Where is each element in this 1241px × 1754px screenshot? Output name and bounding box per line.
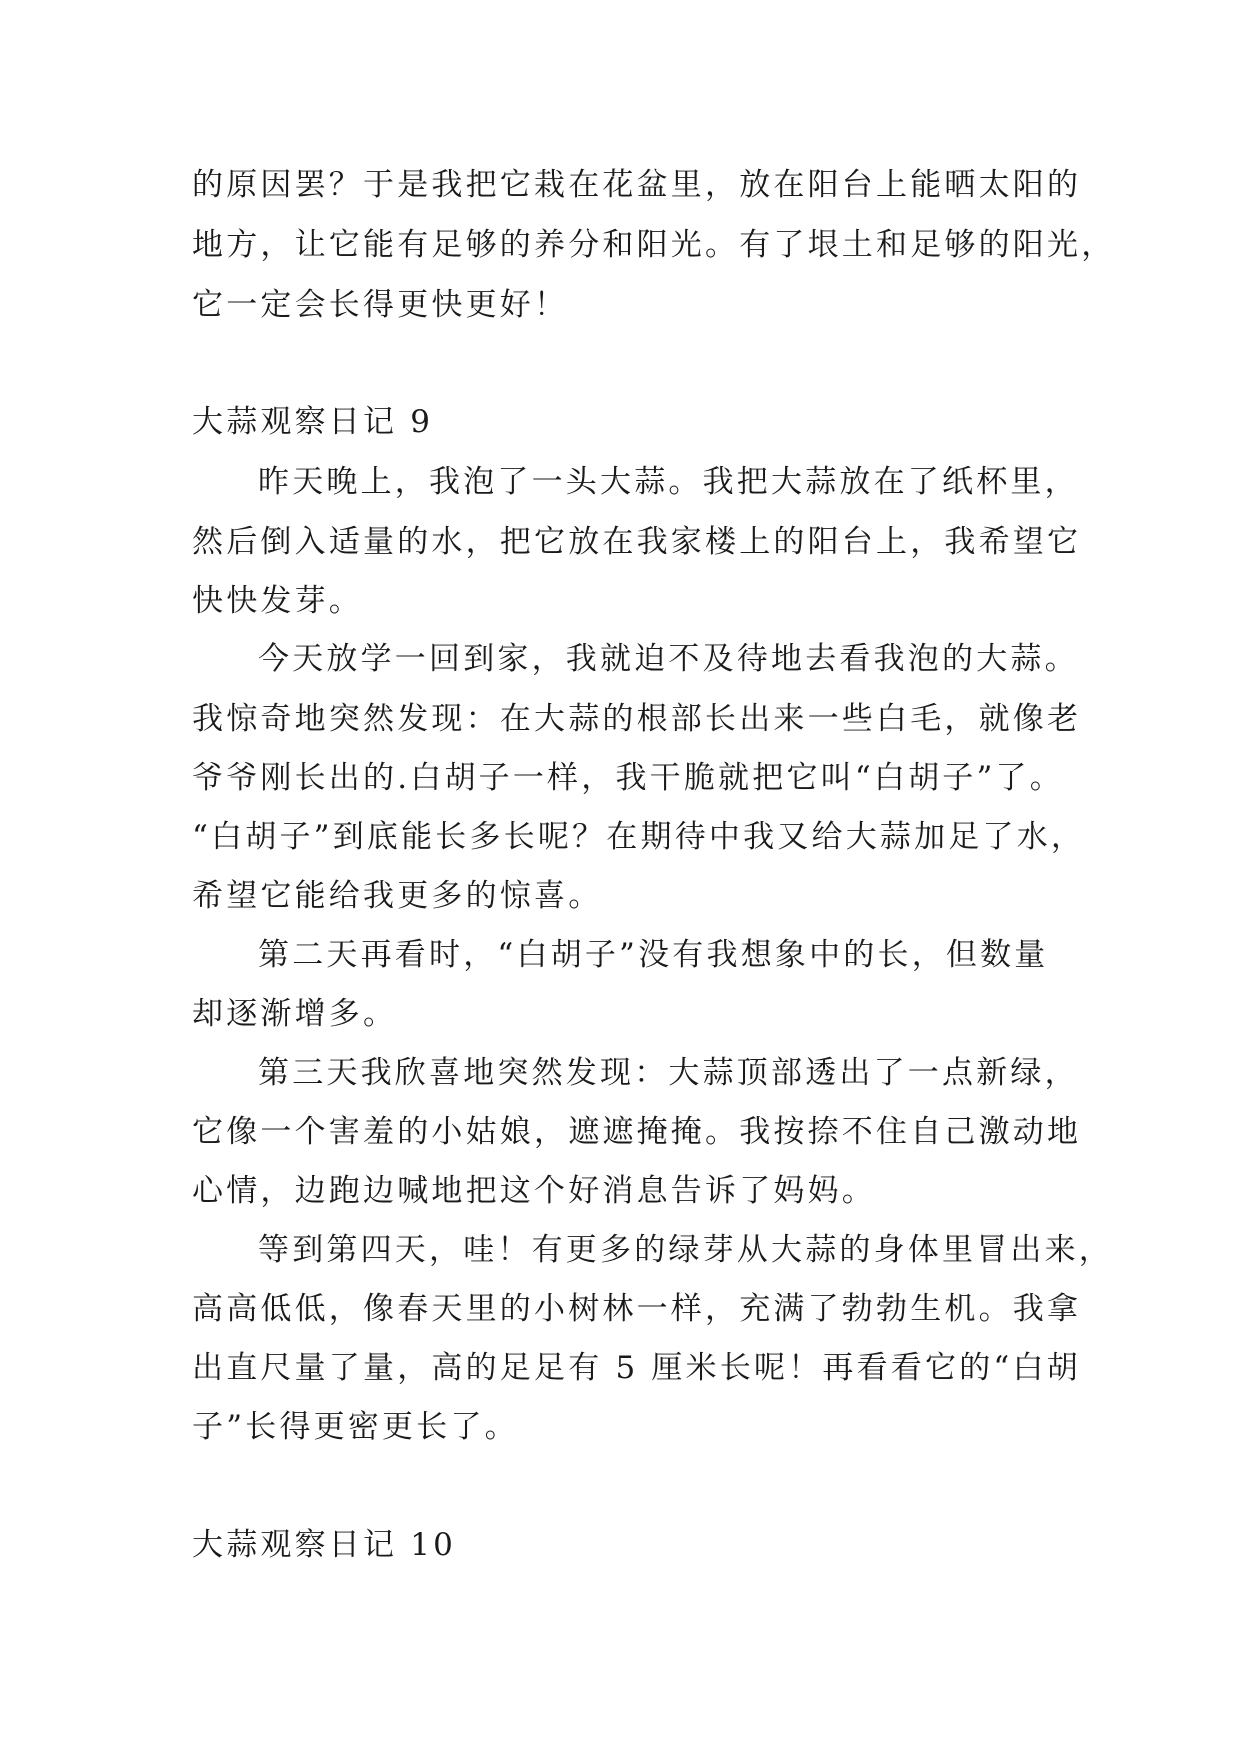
paragraph-line: 快快发芽。	[192, 583, 363, 619]
paragraph-line: 它像一个害羞的小姑娘，遮遮掩掩。我按捺不住自己激动地	[192, 1114, 1082, 1150]
paragraph-line: 爷爷刚长出的.白胡子一样，我干脆就把它叫“白胡子”了。	[192, 760, 1064, 796]
paragraph-line: 今天放学一回到家，我就迫不及待地去看我泡的大蒜。	[258, 641, 1079, 677]
paragraph-line: 的原因罢？于是我把它栽在花盆里，放在阳台上能晒太阳的	[192, 167, 1082, 203]
paragraph-line: 心情，边跑边喊地把这个好消息告诉了妈妈。	[192, 1173, 876, 1209]
paragraph-line: “白胡子”到底能长多长呢？在期待中我又给大蒜加足了水，	[192, 819, 1086, 855]
paragraph-line: 它一定会长得更快更好！	[192, 287, 569, 323]
paragraph-line: 高高低低，像春天里的小树林一样，充满了勃勃生机。我拿	[192, 1291, 1082, 1327]
paragraph-line: 第二天再看时，“白胡子”没有我想象中的长，但数量	[258, 937, 1049, 973]
section-heading: 大蒜观察日记 9	[192, 404, 434, 440]
section-heading: 大蒜观察日记 10	[192, 1527, 457, 1563]
paragraph-line: 然后倒入适量的水，把它放在我家楼上的阳台上，我希望它	[192, 524, 1082, 560]
paragraph-line: 出直尺量了量，高的足足有 5 厘米长呢！再看看它的“白胡	[192, 1350, 1081, 1386]
paragraph-line: 第三天我欣喜地突然发现：大蒜顶部透出了一点新绿，	[258, 1055, 1079, 1091]
paragraph-line: 希望它能给我更多的惊喜。	[192, 878, 603, 914]
paragraph-line: 等到第四天，哇！有更多的绿芽从大蒜的身体里冒出来，	[258, 1232, 1113, 1268]
paragraph-line: 却逐渐增多。	[192, 996, 398, 1032]
paragraph-line: 子”长得更密更长了。	[192, 1409, 519, 1445]
paragraph-line: 地方，让它能有足够的养分和阳光。有了垠土和足够的阳光，	[192, 227, 1116, 263]
paragraph-line: 我惊奇地突然发现：在大蒜的根部长出来一些白毛，就像老	[192, 701, 1082, 737]
paragraph-line: 昨天晚上，我泡了一头大蒜。我把大蒜放在了纸杯里，	[258, 464, 1079, 500]
